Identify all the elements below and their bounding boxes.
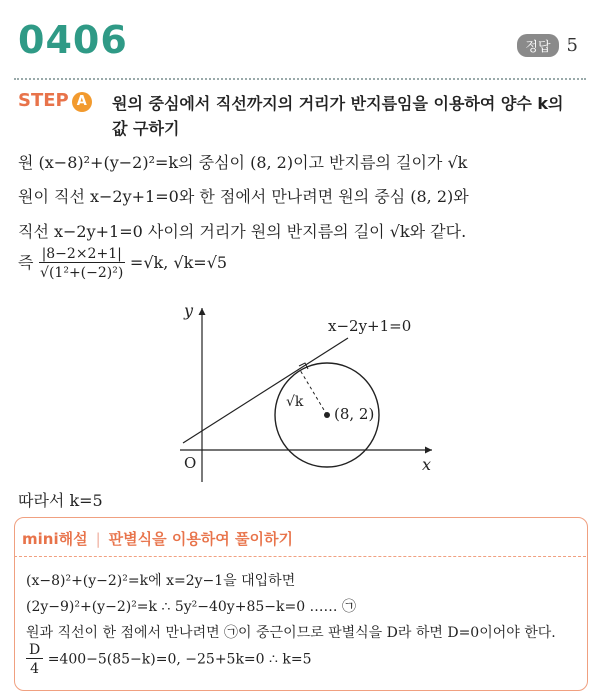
mini-line-1: (x−8)²+(y−2)²=k에 x=2y−1을 대입하면	[26, 573, 296, 589]
solution-line-2: 원이 직선 x−2y+1=0와 한 점에서 만나려면 원의 중심 (8, 2)와	[18, 187, 469, 206]
tangent-line	[183, 338, 348, 443]
mini-title: mini해설	[22, 530, 88, 548]
mini-fraction	[26, 642, 43, 677]
mini-fraction-denominator: 4	[30, 661, 40, 677]
mini-line-4	[26, 642, 312, 677]
tangent-line-label: x−2y+1=0	[328, 317, 412, 335]
solution-line-1: 원 (x−8)²+(y−2)²=k의 중심이 (8, 2)이고 반지름의 길이가 √k	[18, 153, 468, 172]
step-title: 원의 중심에서 직선까지의 거리가 반지름임을 이용하여 양수 k의 값 구하기	[112, 94, 564, 138]
radius-label: √k	[286, 394, 304, 410]
solution-line-4-rest: =√k, √k=√5	[129, 253, 228, 272]
fraction-numerator: |8−2×2+1|	[39, 246, 125, 263]
y-axis-label: y	[184, 301, 194, 320]
center-point	[324, 412, 330, 418]
conclusion: 따라서 k=5	[18, 491, 103, 510]
mini-divider	[14, 556, 586, 557]
distance-fraction	[39, 246, 125, 281]
tangent-circle-graph	[150, 300, 450, 485]
mini-fraction-numerator: D	[26, 642, 43, 659]
problem-number: 0406	[18, 18, 128, 62]
solution-line-4	[18, 246, 227, 281]
solution-line-4-prefix: 즉	[18, 253, 34, 272]
mini-line-3: 원과 직선이 한 점에서 만나려면 ㉠이 중근이므로 판별식을 D라 하면 D=0이어야 한다.	[26, 625, 556, 641]
mini-subtitle: 판별식을 이용하여 풀이하기	[108, 530, 293, 548]
radius-segment	[300, 370, 327, 415]
mini-line-2: (2y−9)²+(y−2)²=k ∴ 5y²−40y+85−k=0 …… ㉠	[26, 599, 357, 615]
step-a-header	[18, 90, 578, 138]
header-divider	[14, 78, 586, 80]
origin-label: O	[184, 454, 197, 472]
x-axis-label: x	[422, 455, 432, 474]
mini-line-4-rest: =400−5(85−k)=0, −25+5k=0 ∴ k=5	[47, 651, 312, 668]
center-label: (8, 2)	[334, 405, 375, 423]
step-badge: A	[72, 92, 92, 112]
answer-area	[517, 34, 578, 57]
answer-value: 5	[566, 35, 578, 56]
step-label: STEP	[18, 90, 69, 111]
mini-header	[22, 528, 293, 549]
answer-badge: 정답	[517, 34, 558, 57]
fraction-denominator: √(1²+(−2)²)	[40, 265, 124, 281]
solution-line-3: 직선 x−2y+1=0 사이의 거리가 원의 반지름의 길이 √k와 같다.	[18, 222, 467, 241]
mini-separator: |	[95, 530, 101, 548]
